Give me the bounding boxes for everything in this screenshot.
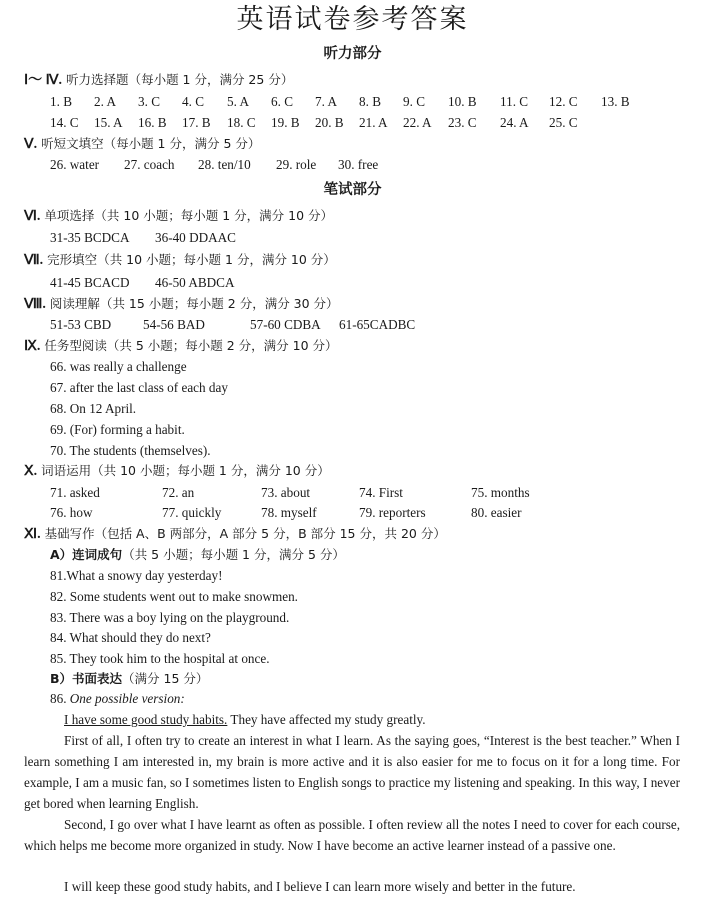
section-1-4-heading — [24, 70, 293, 91]
essay-paragraph-1: First of all, I often try to create an interest in what I learn. As the saying goes, “Interest is the best teacher.” When I learn something I am interested in, my brain is more active and it is also easier for me to focus on it for a long time. For example, I am a music fan, so I sometimes listen to English songs to practice my listening and speaking. In this way, I never get bored when learning English. — [24, 733, 680, 811]
answer-item: 84. What should they do next? — [50, 630, 211, 645]
answer-item: 5. A — [227, 94, 249, 109]
section-title: 听力选择题 — [66, 72, 129, 87]
section-note: （共 10 小题；每小题 1 分，满分 10 分） — [94, 208, 334, 223]
answer-item: 85. They took him to the hospital at once. — [50, 651, 270, 666]
answer-item: 25. C — [549, 115, 578, 130]
section-number: Ⅶ. — [24, 253, 44, 268]
answer-item: 67. after the last class of each day — [50, 380, 228, 395]
answer-item: 21. A — [359, 115, 388, 130]
answer-item: 10. B — [448, 94, 477, 109]
essay-title: I have some good study habits. — [64, 712, 228, 727]
answer-item: 14. C — [50, 115, 79, 130]
answer-item: 71. asked — [50, 485, 100, 500]
answer-item: 68. On 12 April. — [50, 401, 137, 416]
section-8-heading — [24, 294, 339, 315]
section-note: （每小题 1 分，满分 5 分） — [103, 136, 261, 151]
answer-item: 20. B — [315, 115, 344, 130]
section-10-heading — [24, 461, 330, 482]
essay-version-label: One possible version: — [69, 691, 185, 706]
answer-item: 51-53 CBD — [50, 317, 112, 332]
answer-item: 76. how — [50, 505, 93, 520]
answer-item: 31-35 BCDCA — [50, 230, 130, 245]
answer-item: 7. A — [315, 94, 337, 109]
answer-item: 19. B — [271, 115, 300, 130]
section-number: Ⅸ. — [24, 339, 41, 354]
answer-item: 15. A — [94, 115, 123, 130]
answer-item: 41-45 BCACD — [50, 275, 130, 290]
answer-item: 66. was really a challenge — [50, 359, 187, 374]
section-11-heading — [24, 524, 446, 545]
section-note: （共 10 小题；每小题 1 分，满分 10 分） — [97, 252, 336, 267]
part-b-label: B）书面表达 — [50, 671, 123, 686]
essay-paragraph-2: Second, I go over what I have learnt as often as possible. I often review all the notes I need to cover for each course, which helps me become more organized in study. Now I have become an active learner instead of a passive one. — [24, 817, 680, 853]
answer-item: 73. about — [261, 485, 311, 500]
answer-item: 22. A — [403, 115, 432, 130]
section-title: 词语运用 — [41, 463, 92, 478]
answer-item: 74. First — [359, 485, 403, 500]
answer-item: 57-60 CDBA — [250, 317, 321, 332]
answer-item: 1. B — [50, 94, 72, 109]
answer-item: 26. water — [50, 157, 100, 172]
section-number: Ⅵ. — [24, 209, 41, 224]
section-title: 听短文填空 — [41, 136, 104, 151]
section-number: Ⅷ. — [24, 297, 46, 312]
answer-item: 75. months — [471, 485, 530, 500]
section-note: （包括 A、B 两部分，A 部分 5 分，B 部分 15 分，共 20 分） — [94, 526, 446, 541]
section-note: （共 15 小题；每小题 2 分，满分 30 分） — [99, 296, 339, 311]
answer-item: 17. B — [182, 115, 211, 130]
answer-item: 80. easier — [471, 505, 522, 520]
written-section-header: 笔试部分 — [323, 182, 382, 198]
section-title: 完形填空 — [47, 252, 98, 267]
answer-item: 28. ten/10 — [198, 157, 251, 172]
answer-item: 11. C — [500, 94, 529, 109]
answer-item: 13. B — [601, 94, 630, 109]
answer-item: 12. C — [549, 94, 578, 109]
answer-item: 6. C — [271, 94, 293, 109]
section-number: Ⅴ. — [24, 137, 38, 152]
section-5-heading — [24, 134, 260, 155]
section-6-heading — [24, 206, 333, 227]
answer-item: 24. A — [500, 115, 529, 130]
section-note: （每小题 1 分，满分 25 分） — [128, 72, 294, 87]
answer-item: 82. Some students went out to make snowmen. — [50, 589, 298, 604]
listening-section-header: 听力部分 — [323, 46, 382, 62]
answer-item: 4. C — [182, 94, 204, 109]
section-number: Ⅰ～ Ⅳ. — [24, 73, 63, 88]
answer-item: 9. C — [403, 94, 425, 109]
answer-item: 2. A — [94, 94, 116, 109]
answer-item: 8. B — [359, 94, 381, 109]
answer-item: 36-40 DDAAC — [155, 230, 236, 245]
page-title: 英语试卷参考答案 — [236, 4, 469, 35]
answer-item: 46-50 ABDCA — [155, 275, 235, 290]
part-a-heading — [50, 545, 345, 565]
answer-item: 72. an — [162, 485, 195, 500]
part-b-note: （满分 15 分） — [122, 671, 209, 686]
part-b-heading — [50, 669, 208, 689]
answer-item: 81.What a snowy day yesterday! — [50, 568, 223, 583]
answer-item: 70. The students (themselves). — [50, 443, 211, 458]
essay-label — [50, 689, 185, 709]
answer-item: 79. reporters — [359, 505, 426, 520]
answer-item: 29. role — [276, 157, 317, 172]
answer-item: 77. quickly — [162, 505, 222, 520]
section-9-heading — [24, 336, 338, 357]
section-number: Ⅺ. — [24, 527, 41, 542]
section-title: 单项选择 — [44, 208, 95, 223]
essay-title-rest: They have affected my study greatly. — [227, 712, 426, 727]
section-number: Ⅹ. — [24, 464, 38, 479]
section-note: （共 5 小题；每小题 2 分，满分 10 分） — [106, 338, 338, 353]
answer-item: 83. There was a boy lying on the playground. — [50, 610, 290, 625]
essay-number: 86. — [50, 691, 67, 706]
answer-item: 30. free — [338, 157, 379, 172]
part-a-note: （共 5 小题；每小题 1 分，满分 5 分） — [122, 547, 345, 562]
essay-first-line — [64, 710, 426, 730]
section-note: （共 10 小题；每小题 1 分，满分 10 分） — [91, 463, 330, 478]
section-title: 基础写作 — [44, 526, 95, 541]
answer-item: 27. coach — [124, 157, 175, 172]
section-title: 任务型阅读 — [44, 338, 107, 353]
answer-item: 16. B — [138, 115, 167, 130]
part-a-label: A）连词成句 — [50, 547, 123, 562]
answer-item: 69. (For) forming a habit. — [50, 422, 185, 437]
answer-item: 23. C — [448, 115, 477, 130]
answer-item: 54-56 BAD — [143, 317, 205, 332]
answer-item: 61-65CADBC — [339, 317, 416, 332]
essay-paragraph-3: I will keep these good study habits, and I believe I can learn more wisely and better in the future. — [64, 879, 576, 894]
answer-item: 3. C — [138, 94, 160, 109]
answer-item: 18. C — [227, 115, 256, 130]
section-7-heading — [24, 250, 336, 271]
section-title: 阅读理解 — [49, 296, 100, 311]
answer-item: 78. myself — [261, 505, 317, 520]
